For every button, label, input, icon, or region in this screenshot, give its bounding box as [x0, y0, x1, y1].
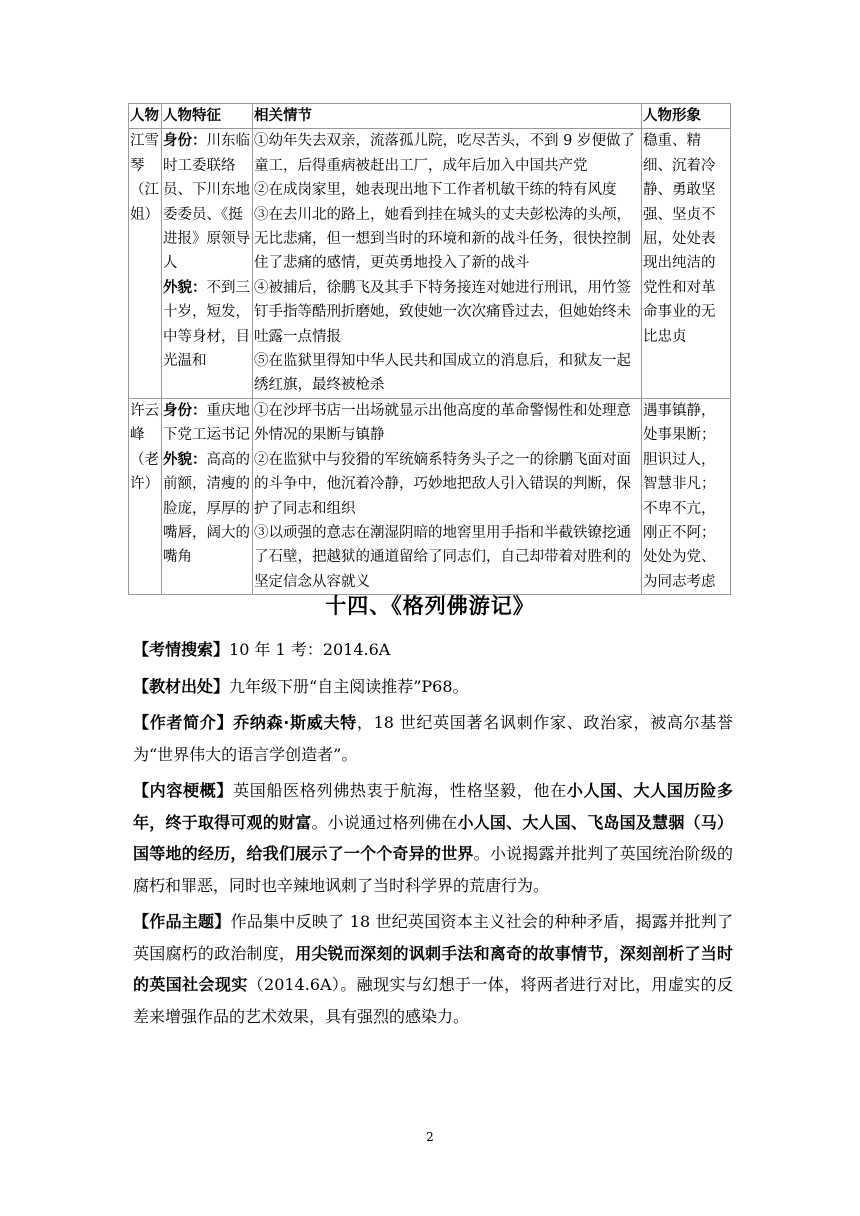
- plot-item: ⑤在监狱里得知中华人民共和国成立的消息后，和狱友一起绣红旗，最终被枪杀: [254, 353, 631, 394]
- appearance-text: 不到三十岁，短发，中等身材，目光温和: [163, 279, 250, 370]
- plot-item: ①幼年失去双亲，流落孤儿院，吃尽苦头，不到 9 岁便做了童工，后得重病被赶出工厂，成年后加入中国共产党: [254, 133, 635, 174]
- identity-label: 身份：: [163, 133, 207, 150]
- header-traits: 人物特征: [162, 104, 253, 129]
- summary-text: 英国船医格列佛热衷于航海，性格坚毅，他在: [233, 781, 567, 800]
- character-plots: [253, 398, 642, 594]
- identity-text: 川东临时工委联络员、下川东地委委员、《挺进报》原领导人: [163, 133, 250, 272]
- page-number: 2: [426, 1130, 434, 1144]
- character-traits: [162, 129, 253, 398]
- appearance-text: 高高的前额，清瘦的脸庞，厚厚的嘴唇，阔大的嘴角: [163, 451, 250, 566]
- plot-item: ④被捕后，徐鹏飞及其手下特务接连对她进行刑讯，用竹签钉手指等酷刑折磨她，致使她一次次痛昏过去，但她始终未吐露一点情报: [254, 279, 631, 345]
- header-plots: 相关情节: [253, 104, 642, 129]
- theme-emphasis: 用尖锐而深刻的讽刺手法和离奇的故事情节，深刻剖析了当时的英国社会现实: [133, 943, 733, 994]
- plot-item: ③在去川北的路上，她看到挂在城头的丈夫彭松涛的头颅，无比悲痛，但一想到当时的环境和新的战斗任务，很快控制住了悲痛的感情，更英勇地投入了新的战斗: [254, 206, 631, 272]
- appearance-label: 外貌：: [163, 451, 207, 468]
- author-name: 乔纳森·斯威夫特: [233, 713, 357, 732]
- character-traits: [162, 398, 253, 594]
- theme-text: （2014.6A）。融现实与幻想于一体，将两者进行对比，用虚实的反差来增强作品的艺术效果，具有强烈的感染力。: [133, 975, 733, 1026]
- identity-label: 身份：: [163, 402, 207, 419]
- character-image: 稳重、精细、沉着冷静、勇敢坚强、坚贞不屈，处处表现出纯洁的党性和对革命事业的无比忠贞: [642, 129, 731, 398]
- author-text: ，18 世纪英国著名讽刺作家、政治家，被高尔基誉为“世界伟大的语言学创造者”。: [133, 713, 733, 764]
- table-row: [129, 129, 731, 398]
- theme-text: 作品集中反映了 18 世纪英国资本主义社会的种种矛盾，揭露并批判了英国腐朽的政治制度，: [133, 912, 733, 963]
- plot-item: ③以顽强的意志在潮湿阴暗的地窖里用手指和半截铁镣挖通了石壁，把越狱的通道留给了同志们，自己却带着对胜利的坚定信念从容就义: [254, 524, 631, 590]
- character-name: 江雪琴（江姐）: [129, 129, 162, 398]
- header-image: 人物形象: [642, 104, 731, 129]
- paragraph-textbook-source: [133, 671, 733, 703]
- label-summary: 【内容梗概】: [133, 781, 234, 800]
- paragraph-summary: [133, 775, 733, 901]
- summary-emphasis: 小人国、大人国、飞岛国及慧骃（马）国等地的经历，给我们展示了一个个奇异的世界: [133, 812, 733, 863]
- paragraph-exam-info: [133, 634, 733, 666]
- label-author: 【作者简介】: [133, 713, 234, 732]
- exam-info-text: 10 年 1 考：2014.6A: [229, 640, 391, 659]
- appearance-label: 外貌：: [163, 279, 207, 296]
- summary-text: 。小说揭露并批判了英国统治阶级的腐朽和罪恶，同时也辛辣地讽刺了当时科学界的荒唐行为。: [133, 844, 733, 895]
- paragraph-author: [133, 707, 733, 770]
- character-name: 许云峰（老许）: [129, 398, 162, 594]
- identity-text: 重庆地下党工运书记: [163, 402, 250, 444]
- character-table: [128, 103, 731, 595]
- paragraph-theme: [133, 906, 733, 1032]
- plot-item: ②在成岗家里，她表现出地下工作者机敏干练的特有风度: [254, 182, 617, 199]
- summary-emphasis: 小人国、大人国历险多年，终于取得可观的财富: [133, 781, 733, 832]
- header-character: 人物: [129, 104, 162, 129]
- plot-item: ②在监狱中与狡猾的军统嫡系特务头子之一的徐鹏飞面对面的斗争中，他沉着冷静，巧妙地把敌人引入错误的判断，保护了同志和组织: [254, 451, 631, 517]
- label-theme: 【作品主题】: [133, 912, 231, 931]
- character-image: 遇事镇静，处事果断；胆识过人，智慧非凡；不卑不亢，刚正不阿；处处为党、为同志考虑: [642, 398, 731, 594]
- section-title: 十四、《格列佛游记》: [325, 594, 535, 618]
- plot-item: ①在沙坪书店一出场就显示出他高度的革命警惕性和处理意外情况的果断与镇静: [254, 402, 631, 444]
- character-plots: [253, 129, 642, 398]
- table-header-row: [129, 104, 731, 129]
- summary-text: 。小说通过格列佛在: [311, 812, 458, 832]
- label-textbook-source: 【教材出处】: [133, 676, 230, 696]
- label-exam-info: 【考情搜索】: [133, 640, 230, 659]
- section-body: [133, 634, 733, 1037]
- table-row: [129, 398, 731, 594]
- textbook-source-text: 九年级下册“自主阅读推荐”P68。: [229, 676, 469, 696]
